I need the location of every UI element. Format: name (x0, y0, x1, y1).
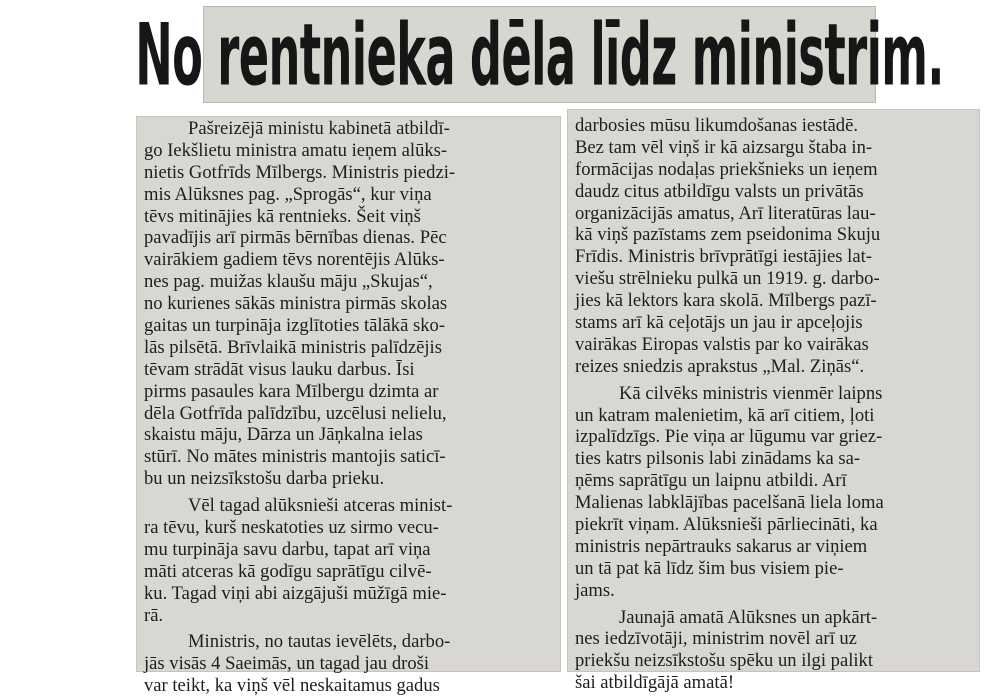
text-line: Kā cilvēks ministris vienmēr laipns (619, 382, 883, 404)
text-line: nietis Gotfrīds Mīlbergs. Ministris piedzi- (144, 161, 456, 183)
text-line: Frīdis. Ministris brīvprātīgi iestājies lat- (575, 246, 872, 268)
headline-banner (135, 4, 944, 105)
text-line: skaistu māju, Dārza un Jāņkalna ielas (144, 424, 423, 446)
text-line: formācijas nodaļas priekšnieks un ieņem (575, 158, 878, 180)
text-line: stams arī kā ceļotājs un jau ir apceļojis (575, 312, 863, 334)
text-line: piekrīt viņam. Alūksnieši pārliecināti, ka (575, 514, 878, 536)
text-line: viešu strēlnieku pulkā un 1919. g. darbo- (575, 268, 880, 290)
text-line: un tā pat kā līdz šim bus visiem pie- (575, 557, 844, 579)
text-line: bu un neizsīkstošu darba prieku. (144, 468, 385, 490)
text-line: nes pag. muižas klaušu māju „Skujas“, (144, 271, 433, 293)
text-line: mu turpināja savu darbu, tapat arī viņa (144, 538, 431, 560)
text-line: tēvs mitinājies kā rentnieks. Šeit viņš (144, 205, 421, 227)
text-line: pavadījis arī pirmās bērnības dienas. Pēc (144, 227, 447, 249)
text-line: izpalīdzīgs. Pie viņa ar lūgumu var griez- (575, 426, 883, 448)
text-line: var teikt, ka viņš vēl neskaitamus gadus (144, 675, 440, 697)
text-line: daudz citus atbildīgu valsts un privātās (575, 180, 864, 202)
text-line: lās pilsētā. Brīvlaikā ministris palīdzējis (144, 336, 442, 358)
article-column-right (567, 109, 980, 694)
headline-title: No rentnieka dēla līdz ministrim. (135, 4, 944, 105)
text-line: šai atbildīgājā amatā! (575, 672, 735, 694)
text-line: tēvam strādāt visus lauku darbus. Īsi (144, 358, 415, 380)
text-line: organizācijās amatus, Arī literatūras lau- (575, 202, 876, 224)
text-line: jies kā lektors kara skolā. Mīlbergs pazī- (575, 290, 877, 312)
text-line: vairākas Eiropas valstis par ko vairākas (575, 333, 869, 355)
text-line: un katram malenietim, kā arī citiem, ļoti (575, 404, 875, 426)
text-line: gaitas un turpināja izglītoties tālākā sko- (144, 315, 446, 337)
text-line: reizes sniedzis aprakstus „Mal. Ziņās“. (575, 355, 865, 377)
text-line: māti atceras kā godīgu saprātīgu cilvē- (144, 560, 432, 582)
text-line: stūrī. No mātes ministris mantojis saticī- (144, 446, 446, 468)
text-line: Ministris, no tautas ievēlēts, darbo- (188, 631, 451, 653)
text-line: rā. (144, 604, 164, 626)
text-line: ra tēvu, kurš neskatoties uz sirmo vecu- (144, 517, 439, 539)
text-line: kā viņš pazīstams zem pseidonima Skuju (575, 224, 881, 246)
text-line: Pašreizējā ministu kabinetā atbildī- (188, 118, 450, 139)
text-line: Malienas labklājības pacelšanā liela loma (575, 492, 884, 514)
article-column-left (136, 116, 561, 697)
text-line: pirms pasaules kara Mīlbergu dzimta ar (144, 380, 439, 402)
text-line: priekšu neizsīkstošu spēku un ilgi palikt (575, 650, 873, 672)
text-line: ministris nepārtrauks sakarus ar viņiem (575, 535, 868, 557)
text-line: Jaunajā amatā Alūksnes un apkārt- (619, 606, 878, 628)
text-line: Vēl tagad alūksnieši atceras minist- (188, 495, 453, 517)
text-line: Bez tam vēl viņš ir kā aizsargu štaba in- (575, 136, 873, 158)
text-line: dēla Gotfrīda palīdzību, uzcēlusi nelielu, (144, 402, 447, 424)
text-line: no kurienes sākās ministra pirmās skolas (144, 293, 448, 315)
text-line: ties katrs pilsonis labi zinādams ka sa- (575, 448, 861, 470)
text-line: vairākiem gadiem tēvs norentējis Alūks- (144, 249, 445, 271)
text-line: ku. Tagad viņi abi aizgājuši mūžīgā mie- (144, 582, 447, 604)
text-line: jās visās 4 Saeimās, un tagad jau droši (144, 653, 430, 675)
text-line: mis Alūksnes pag. „Sprogās“, kur viņa (144, 183, 432, 205)
text-line: jams. (575, 579, 615, 601)
text-line: nes iedzīvotāji, ministrim novēl arī uz (575, 628, 857, 650)
text-line: darbosies mūsu likumdošanas iestādē. (575, 115, 858, 136)
text-line: go Iekšlietu ministra amatu ieņem alūks- (144, 139, 448, 161)
text-line: ņēms saprātīgu un laipnu atbildi. Arī (575, 470, 847, 492)
